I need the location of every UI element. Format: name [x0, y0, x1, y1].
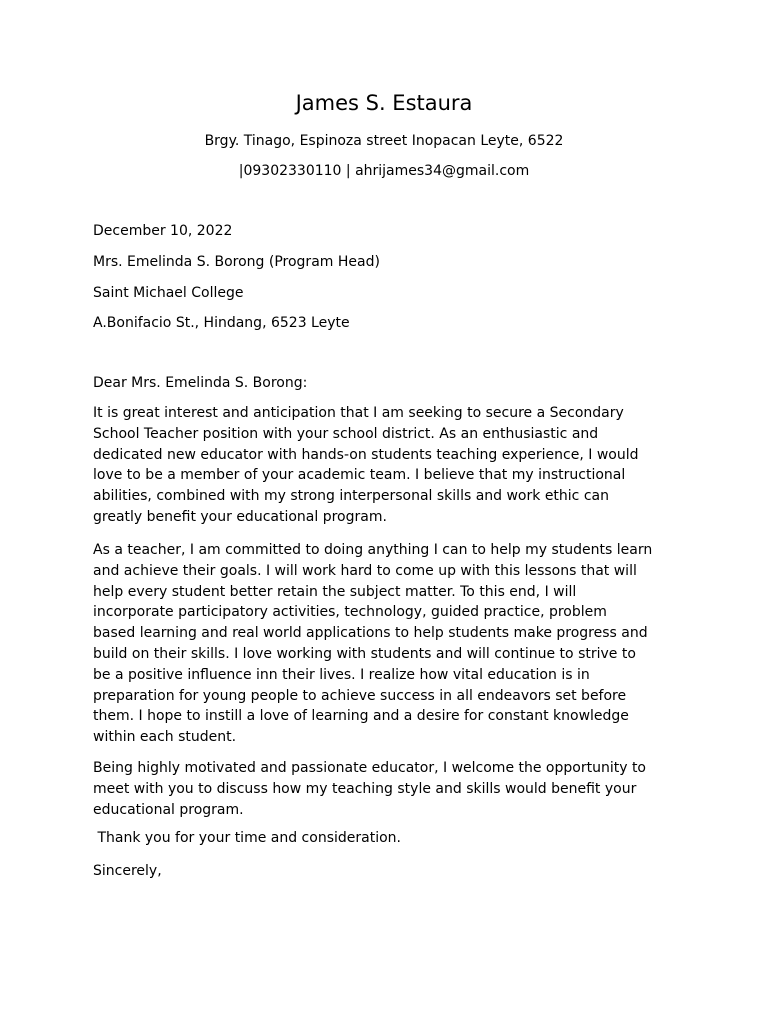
paragraph-commitment — [93, 540, 683, 748]
paragraph-line: build on their skills. I love working with students and will continue to strive to — [93, 645, 636, 662]
sender-name: James S. Estaura — [295, 91, 473, 115]
paragraph-line: meet with you to discuss how my teaching style and skills would benefit your — [93, 780, 637, 797]
paragraph-line: and achieve their goals. I will work hard to come up with this lessons that will — [93, 562, 637, 579]
paragraph-line: As a teacher, I am committed to doing anything I can to help my students learn — [93, 542, 653, 558]
sender-contact: |09302330110 | ahrijames34@gmail.com — [238, 163, 530, 179]
paragraph-line: be a positive influence inn their lives. I realize how vital education is in — [93, 666, 590, 683]
thanks-line: Thank you for your time and consideration. — [93, 830, 401, 846]
paragraph-line: educational program. — [93, 801, 244, 818]
paragraph-line: abilities, combined with my strong interpersonal skills and work ethic can — [93, 488, 609, 505]
paragraph-line: help every student better retain the subject matter. To this end, I will — [93, 583, 577, 600]
paragraph-line: It is great interest and anticipation that I am seeking to secure a Secondary — [93, 405, 624, 421]
recipient-address: A.Bonifacio St., Hindang, 6523 Leyte — [93, 315, 350, 331]
paragraph-intro — [93, 403, 683, 528]
paragraph-line: greatly benefit your educational program. — [93, 508, 387, 525]
paragraph-line: love to be a member of your academic team. I believe that my instructional — [93, 467, 626, 484]
closing-signoff: Sincerely, — [93, 863, 162, 879]
paragraph-line: School Teacher position with your school district. As an enthusiastic and — [93, 425, 599, 442]
recipient-organization: Saint Michael College — [93, 285, 244, 301]
sender-address: Brgy. Tinago, Espinoza street Inopacan Leyte, 6522 — [204, 133, 564, 149]
paragraph-line: dedicated new educator with hands-on students teaching experience, I would — [93, 446, 639, 463]
recipient-name: Mrs. Emelinda S. Borong (Program Head) — [93, 254, 380, 270]
paragraph-closing — [93, 758, 683, 820]
paragraph-line: preparation for young people to achieve success in all endeavors set before — [93, 687, 627, 704]
paragraph-line: incorporate participatory activities, technology, guided practice, problem — [93, 604, 607, 621]
paragraph-line: based learning and real world applications to help students make progress and — [93, 625, 648, 642]
letter-date: December 10, 2022 — [93, 223, 233, 239]
salutation: Dear Mrs. Emelinda S. Borong: — [93, 375, 308, 391]
paragraph-line: Being highly motivated and passionate educator, I welcome the opportunity to — [93, 760, 646, 776]
paragraph-line: within each student. — [93, 729, 237, 746]
paragraph-line: them. I hope to instill a love of learning and a desire for constant knowledge — [93, 708, 629, 725]
